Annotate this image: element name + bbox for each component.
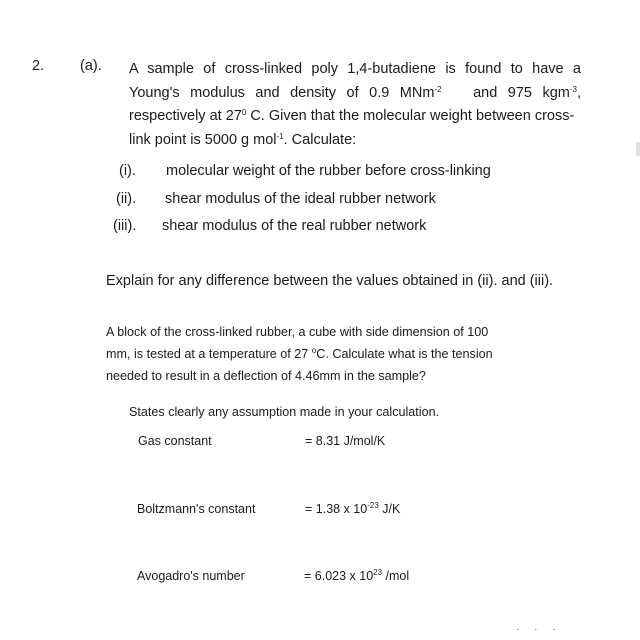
assumption-text: States clearly any assumption made in your calculation. [129, 405, 440, 419]
block-line-2: mm, is tested at a temperature of 27 $^o$C. Calculate what is the tension [106, 346, 493, 361]
gas-constant-value: = 8.31 J/mol/K [305, 434, 386, 448]
subpart-i-text: molecular weight of the rubber before cross-linking [166, 163, 491, 179]
page-edge-mark [636, 142, 640, 156]
paragraph-line-3: respectively at $27^0$ C. Given that the molecular weight between cross- [129, 108, 575, 124]
gas-constant-label: Gas constant [138, 434, 212, 448]
avogadro-number-label: Avogadro's number [137, 569, 245, 583]
subpart-iii-label: (iii). [113, 218, 137, 234]
subpart-iii-text: shear modulus of the real rubber network [162, 218, 427, 234]
explain-text: Explain for any difference between the values obtained in (ii). and (iii). [106, 273, 554, 289]
corner-dots: · · · [516, 624, 562, 635]
question-number: 2. [32, 58, 45, 74]
subpart-ii-text: shear modulus of the ideal rubber network [165, 191, 436, 207]
boltzmann-constant-label: Boltzmann's constant [137, 502, 256, 516]
block-line-1: A block of the cross-linked rubber, a cube with side dimension of 100 [106, 325, 489, 339]
question-paragraph [129, 58, 581, 152]
boltzmann-constant-value: = 1.38 x $10^{-23}$ J/K [305, 501, 401, 516]
question-part-label: (a). [80, 58, 102, 74]
subpart-ii-label: (ii). [116, 191, 137, 207]
avogadro-number-value: = 6.023 x $10^{23}$ /mol [304, 568, 410, 583]
subpart-i-label: (i). [119, 163, 136, 179]
block-line-3: needed to result in a deflection of 4.46mm in the sample? [106, 369, 426, 383]
paragraph-line-2: Young's modulus and density of 0.9 MNm$^{-2}$ and 975 kgm$^{-3}$, [129, 84, 581, 101]
paragraph-line-1: A sample of cross-linked poly 1,4-butadiene is found to have a [129, 61, 581, 77]
paragraph-line-4: link point is 5000 g mol$^{-1}$. Calculate: [129, 131, 357, 148]
